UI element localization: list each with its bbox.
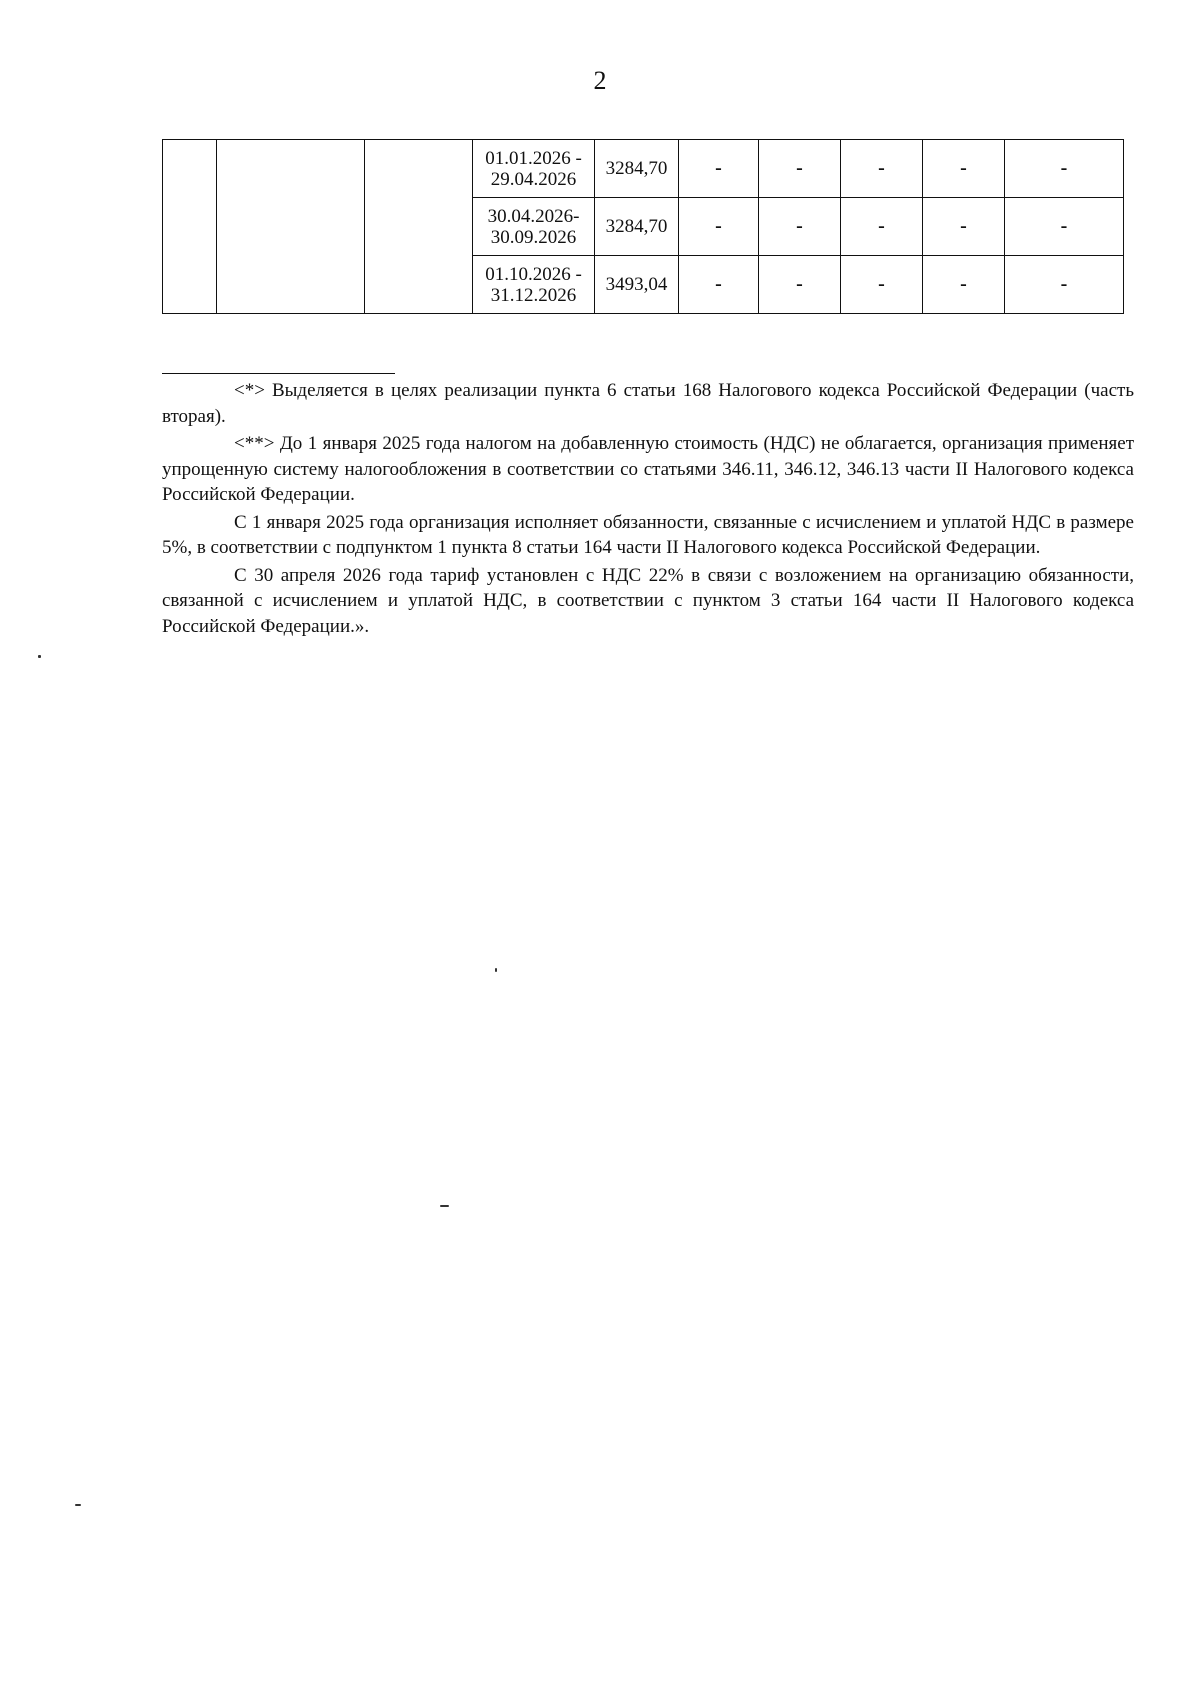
period-start: 30.04.2026-: [487, 205, 580, 227]
tariff-value: 3284,70: [595, 198, 679, 256]
period-start: 01.01.2026 -: [485, 147, 582, 169]
empty-dash: -: [679, 140, 759, 198]
empty-dash: -: [841, 256, 923, 314]
footnotes: [162, 378, 1134, 641]
scan-speck: [38, 655, 41, 658]
empty-dash: -: [1005, 140, 1124, 198]
tariff-table: [162, 139, 1124, 314]
tariff-value: 3493,04: [595, 256, 679, 314]
empty-dash: -: [679, 198, 759, 256]
footnote-vat-exempt: <**> До 1 января 2025 года налогом на добавленную стоимость (НДС) не облагается, организация применяет упрощенную систему налогообложения в соответствии со статьями 346.11, 346.12, 346.13 части II Налогового кодекса Российской Федерации.: [162, 433, 1134, 505]
empty-dash: -: [759, 198, 841, 256]
empty-dash: -: [923, 198, 1005, 256]
period-end: 31.12.2026: [490, 284, 577, 306]
period-cell: [473, 256, 595, 314]
footnote-vat-allocation: <*> Выделяется в целях реализации пункта 6 статьи 168 Налогового кодекса Российской Федерации (часть вторая).: [162, 380, 1134, 427]
table-row: [163, 140, 1124, 198]
period-start: 01.10.2026 -: [485, 263, 582, 285]
empty-dash: -: [841, 140, 923, 198]
empty-dash: -: [1005, 198, 1124, 256]
scan-speck: [495, 968, 497, 972]
period-cell: [473, 140, 595, 198]
empty-dash: -: [1005, 256, 1124, 314]
period-cell: [473, 198, 595, 256]
empty-dash: -: [679, 256, 759, 314]
blank-cell: [163, 140, 217, 314]
page-number: 2: [593, 66, 607, 95]
empty-dash: -: [759, 256, 841, 314]
blank-cell: [217, 140, 365, 314]
period-end: 30.09.2026: [490, 226, 577, 248]
scan-speck: [75, 1504, 81, 1506]
empty-dash: -: [841, 198, 923, 256]
empty-dash: -: [923, 140, 1005, 198]
footnote-divider: [162, 373, 395, 374]
tariff-value: 3284,70: [595, 140, 679, 198]
empty-dash: -: [759, 140, 841, 198]
note-vat-22-percent: С 30 апреля 2026 года тариф установлен с НДС 22% в связи с возложением на организацию обязанности, связанной с исчислением и уплатой НДС, в соответствии с пунктом 3 статьи 164 части II Налогового кодекса Российской Федерации.».: [162, 564, 1134, 637]
empty-dash: -: [923, 256, 1005, 314]
blank-cell: [365, 140, 473, 314]
scan-speck: [440, 1205, 449, 1207]
period-end: 29.04.2026: [490, 168, 577, 190]
note-vat-5-percent: С 1 января 2025 года организация исполняет обязанности, связанные с исчислением и уплатой НДС в размере 5%, в соответствии с подпунктом 1 пункта 8 статьи 164 части II Налогового кодекса Российской Федерации.: [162, 511, 1134, 558]
